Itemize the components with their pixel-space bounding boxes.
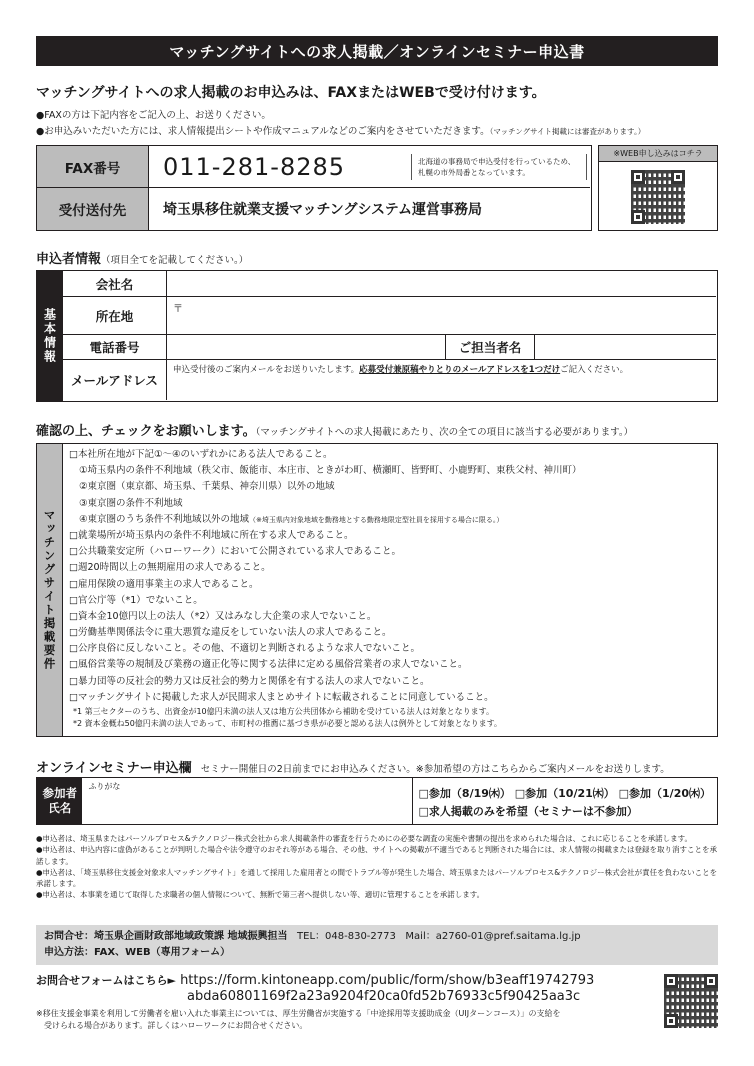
consent-note-2: ●申込者は、申込内容に虚偽があることが判明した場合や法令遵守のおそれ等がある場合、その他、サイトへの掲載が不適当であると判断された場合には、求人情報の掲載または登録を取り消すことを承諾します。 bbox=[36, 845, 718, 866]
web-application-box bbox=[598, 145, 718, 231]
applicant-heading-text: 申込者情報 bbox=[36, 252, 102, 267]
seminar-heading-note: セミナー開催日の2日前までにお申込みください。※参加希望の方はこちらからご案内メールをお送りします。 bbox=[200, 764, 670, 775]
company-label: 会社名 bbox=[63, 271, 167, 296]
fax-number-row bbox=[37, 146, 590, 188]
consent-note-1: ●申込者は、埼玉県またはパーソルプロセス&テクノロジー株式会社から求人掲載条件の審査を行うためにの必要な調査の実施や書類の提出を求められた場合は、これに応じることを承諾します。 bbox=[36, 834, 693, 843]
fax-number: 011-281-8285 bbox=[163, 152, 346, 181]
check-item-20hours[interactable]: □週20時間以上の無期雇用の求人であること。 bbox=[69, 562, 271, 574]
requirements-tab: マッチングサイト掲載要件 bbox=[37, 444, 63, 736]
seminar-option-0120[interactable]: □参加（1/20㈭） bbox=[618, 787, 711, 800]
contact-line-1 bbox=[44, 929, 710, 945]
contact-mail[interactable]: Mail：a2760-01@pref.saitama.lg.jp bbox=[405, 931, 581, 942]
check-item-reposting[interactable]: □マッチングサイトに掲載した求人が民間求人まとめサイトに転載されることに同意していること。 bbox=[69, 691, 494, 703]
lead-text: マッチングサイトへの求人掲載のお申込みは、FAXまたはWEBで受け付けます。 bbox=[36, 85, 546, 101]
participant-name-field[interactable]: ふりがな bbox=[82, 778, 412, 824]
subsidy-foot-note-1: ※移住支援金事業を利用して労働者を雇い入れた事業主については、厚生労働省が実施する「中途採用等支援助成金（UIJターンコース）」の支給を bbox=[36, 1009, 561, 1018]
note-fax: ●FAXの方は下記内容をご記入の上、お送りください。 bbox=[36, 110, 271, 121]
inquiry-form-url-2[interactable]: abda60801169f2a23a9204f20ca0fd52b76933c5f90425aa3c bbox=[187, 989, 581, 1004]
company-row bbox=[63, 271, 716, 297]
address-field[interactable]: 〒 bbox=[173, 304, 183, 315]
inquiry-form-url-1[interactable]: https://form.kintoneapp.com/public/form/show/b3eaff19742793 bbox=[180, 973, 595, 988]
check-table bbox=[36, 443, 718, 737]
qr-code-icon[interactable] bbox=[664, 974, 718, 1028]
seminar-option-0819[interactable]: □参加（8/19㈭） bbox=[418, 787, 511, 800]
page-title: マッチングサイトへの求人掲載／オンラインセミナー申込書 bbox=[36, 36, 718, 66]
applicant-table bbox=[36, 270, 718, 402]
seminar-table bbox=[36, 777, 718, 825]
basic-info-tab: 基本情報 bbox=[37, 271, 63, 401]
check-footnote-2: *2 資本金概ね50億円未満の法人であって、市町村の推薦に基づき県が必要と認める法人は例外として対象となります。 bbox=[73, 719, 502, 728]
fax-note-2: 札幌の市外局番となっています。 bbox=[418, 168, 530, 177]
check-item-adult-business[interactable]: □風俗営業等の規制及び業務の適正化等に関する法律に定める風俗営業者の求人でないこと。 bbox=[69, 659, 468, 671]
address-row bbox=[63, 297, 716, 335]
subsidy-foot-note bbox=[36, 1008, 561, 1032]
contact-line-2: 申込方法：FAX、WEB（専用フォーム） bbox=[44, 947, 231, 958]
participant-label: 参加者氏名 bbox=[37, 778, 82, 824]
contact-tel: TEL：048-830-2773 bbox=[297, 931, 396, 942]
check-item-public-order[interactable]: □公序良俗に反しないこと。その他、不適切と判断されるような求人でないこと。 bbox=[69, 643, 420, 655]
check-subitem-4-text: ④東京圏のうち条件不利地域以外の地域 bbox=[79, 513, 250, 525]
note-guide-text: ●お申込みいただいた方には、求人情報提出シートや作成マニュアルなどのご案内をさせていただきます。 bbox=[36, 126, 490, 137]
consent-note-3: ●申込者は、「埼玉県移住支援金対象求人マッチングサイト」を通して採用した雇用者との間でトラブル等が発生した場合、埼玉県またはパーソルプロセス&テクノロジー株式会社が責任を負わないことを承諾します。 bbox=[36, 867, 718, 889]
contact-box bbox=[36, 925, 718, 965]
check-item-head-office[interactable]: □本社所在地が下記①～④のいずれかにある法人であること。 bbox=[69, 449, 333, 460]
dest-row bbox=[37, 188, 590, 230]
seminar-heading-text: オンラインセミナー申込欄 bbox=[36, 761, 192, 776]
check-item-insurance[interactable]: □雇用保険の適用事業主の求人であること。 bbox=[69, 578, 259, 590]
seminar-date-options bbox=[419, 785, 711, 803]
fax-note-1: 北海道の事務局で申込受付を行っているため、 bbox=[418, 157, 576, 166]
check-item-workplace[interactable]: □就業場所が埼玉県内の条件不利地域に所在する求人であること。 bbox=[69, 529, 354, 541]
phone-field[interactable] bbox=[167, 335, 445, 359]
inquiry-form-label: お問合せフォームはこちら► bbox=[36, 974, 176, 987]
email-label: メールアドレス bbox=[63, 360, 167, 400]
contact-department: お問合せ：埼玉県企画財政部地域政策課 地域振興担当 bbox=[44, 931, 288, 942]
check-subitem-3: ③東京圏の条件不利地域 bbox=[79, 497, 183, 509]
consent-notes bbox=[36, 833, 718, 901]
company-field[interactable] bbox=[167, 271, 716, 296]
consent-note-4: ●申込者は、本事業を通じて取得した求職者の個人情報について、無断で第三者へ提供しない等、適切に管理することを承諾します。 bbox=[36, 890, 485, 900]
check-heading-note: （マッチングサイトへの求人掲載にあたり、次の全ての項目に該当する必要があります。） bbox=[255, 427, 634, 438]
email-note-a: 申込受付後のご案内メールをお送りいたします。 bbox=[173, 365, 360, 375]
dest-label: 受付送付先 bbox=[37, 188, 149, 230]
seminar-heading bbox=[36, 757, 670, 776]
check-subitem-4-note: （※埼玉県内対象地域を勤務地とする勤務地限定型社員を採用する場合に限る。） bbox=[249, 515, 504, 524]
check-item-labor-law[interactable]: □労働基準関係法令に重大悪質な違反をしていない法人の求人であること。 bbox=[69, 627, 392, 639]
check-item-capital[interactable]: □資本金10億円以上の法人（*2）又はみなし大企業の求人でないこと。 bbox=[69, 610, 377, 622]
email-row bbox=[63, 360, 716, 400]
email-note-c: ご記入ください。 bbox=[560, 365, 629, 375]
note-guide bbox=[36, 123, 645, 137]
check-footnote-1: *1 第三セクターのうち、出資金が10億円未満の法人又は地方公共団体から補助を受けている法人は対象となります。 bbox=[73, 707, 495, 716]
person-field[interactable] bbox=[535, 335, 716, 359]
qr-code-icon[interactable] bbox=[631, 170, 685, 224]
fax-note bbox=[411, 154, 587, 180]
inquiry-form-line bbox=[36, 972, 594, 989]
seminar-option-1021[interactable]: □参加（10/21㈭） bbox=[514, 787, 615, 800]
web-label: ※WEB申し込みはコチラ bbox=[599, 146, 717, 162]
address-label: 所在地 bbox=[63, 297, 167, 334]
email-field[interactable] bbox=[167, 360, 716, 400]
dest-name: 埼玉県移住就業支援マッチングシステム運営事務局 bbox=[163, 202, 483, 218]
applicant-heading-note: （項目全てを記載してください。） bbox=[101, 255, 249, 266]
check-subitem-2: ②東京圏（東京都、埼玉県、千葉県、神奈川県）以外の地域 bbox=[79, 481, 335, 493]
check-subitem-4 bbox=[69, 512, 713, 528]
person-label: ご担当者名 bbox=[445, 335, 535, 359]
check-heading bbox=[36, 420, 633, 439]
seminar-options bbox=[413, 778, 717, 824]
seminar-option-listing-only[interactable]: □求人掲載のみを希望（セミナーは不参加） bbox=[418, 805, 638, 818]
check-item-hellowork[interactable]: □公共職業安定所（ハローワーク）において公開されている求人であること。 bbox=[69, 546, 401, 558]
phone-label: 電話番号 bbox=[63, 335, 167, 359]
fax-table bbox=[36, 145, 592, 231]
check-heading-text: 確認の上、チェックをお願いします。 bbox=[36, 424, 256, 439]
check-subitem-1: ①埼玉県内の条件不利地域（秩父市、飯能市、本庄市、ときがわ町、横瀬町、皆野町、小鹿野町、東秩父村、神川町） bbox=[79, 465, 582, 477]
email-note-b: 応募受付兼原稿やりとりのメールアドレスを1つだけ bbox=[359, 365, 561, 375]
check-list bbox=[69, 447, 713, 730]
applicant-heading bbox=[36, 248, 248, 267]
check-item-antisocial[interactable]: □暴力団等の反社会的勢力又は反社会的勢力と関係を有する法人の求人でないこと。 bbox=[69, 675, 430, 687]
phone-row bbox=[63, 335, 716, 360]
subsidy-foot-note-2: 受けられる場合があります。詳しくはハローワークにお問合せください。 bbox=[44, 1021, 308, 1030]
fax-label: FAX番号 bbox=[37, 146, 149, 187]
note-guide-small: （マッチングサイト掲載には審査があります。） bbox=[489, 127, 646, 136]
check-item-government[interactable]: □官公庁等（*1）でないこと。 bbox=[69, 594, 203, 606]
